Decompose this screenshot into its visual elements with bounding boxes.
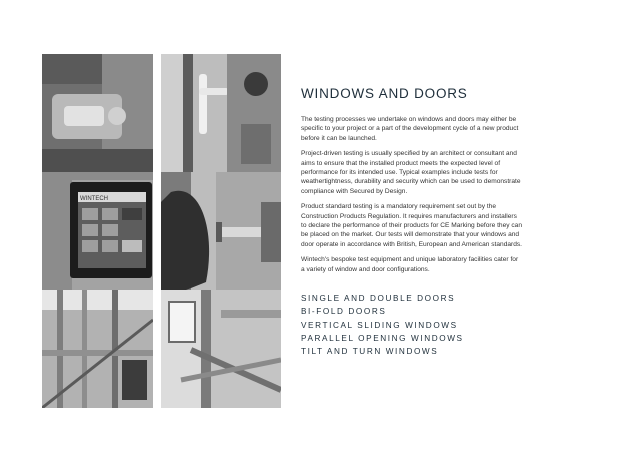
photo-door-test-rig bbox=[161, 172, 281, 292]
photo-window-test-chamber bbox=[161, 290, 281, 408]
photo-window-lock-mechanism bbox=[42, 54, 153, 174]
feature-item: TILT AND TURN WINDOWS bbox=[301, 346, 439, 356]
feature-item: VERTICAL SLIDING WINDOWS bbox=[301, 320, 458, 330]
intro-paragraph: The testing processes we undertake on windows and doors may either be specific to your project or a part of the development cycle of a new product before it can be launched. bbox=[301, 116, 519, 142]
feature-item: SINGLE AND DOUBLE DOORS bbox=[301, 294, 456, 304]
feature-list bbox=[301, 292, 523, 358]
feature-item: BI-FOLD DOORS bbox=[301, 307, 387, 317]
feature-item: PARALLEL OPENING WINDOWS bbox=[301, 333, 464, 343]
screen-brand-text: WINTECH bbox=[80, 196, 108, 202]
page-title: WINDOWS AND DOORS bbox=[301, 86, 468, 101]
product-standard-paragraph: Product standard testing is a mandatory requirement set out by the Construction Products Regulation. It requires manufacturers and installers to declare the performance of their products for CE Marking before they can be placed on the market. Our tests will demonstrate that your windows and door operate in accordance with British, European and American standards. bbox=[301, 203, 523, 248]
photo-control-panel-screen bbox=[42, 172, 153, 292]
equipment-paragraph: Wintech's bespoke test equipment and unique laboratory facilities cater for a variety of window and door configurations. bbox=[301, 256, 519, 273]
content-column bbox=[301, 86, 523, 358]
photo-door-handle bbox=[161, 54, 281, 174]
project-testing-paragraph: Project-driven testing is usually specified by an architect or consultant and aims to ensure that the installed product meets the expected level of performance for its intended use. Typical examples include tests for weathertightness, durability and security which can be used to demonstrate compliance with Secured by Design. bbox=[301, 150, 521, 195]
photo-test-frame-structure bbox=[42, 290, 153, 408]
